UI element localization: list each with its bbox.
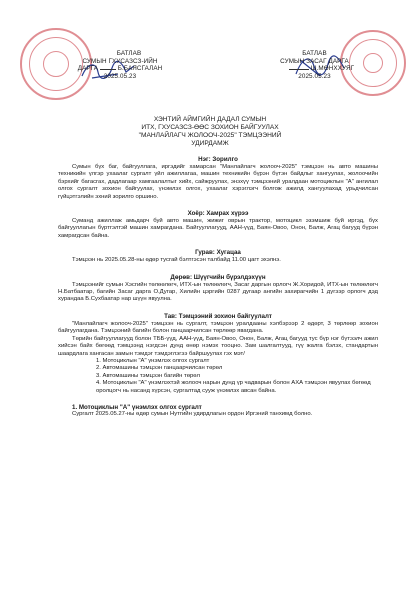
document-title bbox=[40, 116, 380, 148]
approval-date: 2025.05.23 bbox=[103, 72, 137, 80]
section-title: Хоёр: Хамрах хүрээ bbox=[187, 210, 249, 218]
section-title: Дөрөв: Шүүгчийн бүрэлдэхүүн bbox=[170, 273, 266, 281]
approval-line1: СУМЫН ЗАСАГ ДАРГА bbox=[280, 57, 349, 65]
approval-line1: СУМЫН ГХУСАЗСЗ-ИЙН bbox=[82, 57, 158, 65]
title-line: УДИРДАМЖ bbox=[191, 140, 229, 147]
list-item: 1. Мотоциклын "А" үнэмлэх олгох сургалт bbox=[96, 357, 210, 364]
approval-line2 bbox=[60, 65, 180, 73]
subsection-paragraph: Сургалт 2025.05.27-ны өдөр сумын Нутгийн удирдлагын ордон Иргэний танхимд болно. bbox=[72, 411, 313, 418]
section-title: Гурав: Хугацаа bbox=[195, 249, 241, 257]
section-paragraph: Төрийн байгууллагууд болон ТББ-үүд, ААН-үүд, Баян-Овоо, Онон, Балж, Агац багууд тус бүр нэг бүтээлч ажил хийсэн байх бөгөөд тэмцээнд нэгдсэн дунд өнөр нэмэх тооцно. Зам шалгалтууд, гүү жалга бэлэх, стандартын шаардлага хангасан замын тэмдэг тэмдэглэгээ байршуулах гэх мэт/ bbox=[58, 335, 378, 357]
approval-name: Б.БАЯСГАЛАН bbox=[117, 65, 163, 73]
section-paragraph: Тэмцээнийг сумын Хэсгийн төлөөлөгч, ИТХ-ын төлөөлөгч, Засаг даргын орлогч Ж.Хоридой, ИТХ-ын төлөөлөгч Н.Батбаатар, багийн Засаг дарга О.Дугар, Хилийн цэргийн 0287 дугаар ангийн захирагчийн 1 дүгээр орлогч дэд хурандаа Б.Сухбаатар нар шүүн явуулна. bbox=[58, 281, 378, 303]
section-title: Нэг: Зорилго bbox=[198, 156, 238, 163]
list-item: 2. Автомашины тэмцээн ганцаарчилсан төрөл bbox=[96, 365, 223, 372]
section-goal bbox=[58, 156, 378, 201]
approval-label: БАТЛАВ bbox=[116, 50, 142, 57]
section-paragraph: "Манлайлагч жолооч-2025" тэмцээн нь сургалт, тэмцээн уралдааны хэлбэрээр 2 өдөрт, 3 төрлөөр зохион байгуулагдана. Тэмцээний багийн болон ганцаарчилсан төрлөөр явагдана. bbox=[58, 320, 378, 335]
subsection-heading: 1. Мотоциклын "А" үнэмлэх олгох сургалт bbox=[72, 403, 202, 411]
approval-date: 2025.05.23 bbox=[298, 72, 331, 80]
category-list bbox=[58, 358, 378, 395]
list-item: 3. Автомашины тэмцээн багийн төрөл bbox=[96, 372, 200, 379]
title-line: ИТХ, ГХУСАЗСЗ-ӨӨС ЗОХИОН БАЙГУУЛАХ bbox=[141, 124, 279, 131]
title-line: ХЭНТИЙ АЙМГИЙН ДАДАЛ СУМЫН bbox=[153, 116, 267, 123]
section-paragraph: Суманд ажиллаж амьдарч буй авто машин, жижиг оврын трактор, мотоцикл эзэмшиж буй иргэд, бүх байгууллагын бүртгэлтэй машин хамрагдана. Байгууллагууд, ААН-үүд, Баян-Овоо, Онон, Балж, Агац багууд бүрэн хамрагдсан байна. bbox=[58, 218, 378, 239]
section-title: Тав: Тэмцээний зохион байгуулалт bbox=[164, 312, 272, 320]
list-item: 4. Мотоциклын "А" үнэмлэхтэй жолооч нарын дунд үр чадварын болон АХА тэмцээн явуулах бөгөөд оролцогч нь насанд хүрсэн, сургалтад сууж үнэмлэх авсан байна. bbox=[96, 380, 371, 394]
subsection-moto-training bbox=[58, 404, 378, 419]
approval-name: Ш.МӨНХХУЯГ bbox=[310, 65, 355, 73]
section-scope bbox=[58, 210, 378, 240]
section-timing bbox=[58, 249, 378, 264]
section-paragraph: Сумын бүх баг, байгууллага, иргэдийг хамарсан "Манлайлагч жолооч-2025" тэмцээн нь авто машины техникийн үлгэр ухаалаг сургалт үйл ажиллагаа, машин техникийн бүрэн бүтэн байдлыг хангуулах, жолоочийн бэрхийг багасгах, дадлагаар хамгаалалтыг хийх, сайжруулах, энэхүү тэмцээний уралдаан мотоциклын "А" ангилал олгох сургалт зохион байгуулах, үнэмлэх олгох, ухаалаг хэрэглэгч болгож ажилд хангуулахад урьдчилсан гүйцэтгэлийн эхний зорилго оршино. bbox=[58, 164, 378, 200]
approval-label: БАТЛАВ bbox=[302, 50, 327, 57]
approval-block-right bbox=[252, 50, 377, 80]
approval-line2 bbox=[252, 65, 377, 73]
approval-role: ДАРГА bbox=[77, 65, 99, 73]
section-judges bbox=[58, 274, 378, 304]
approval-block-left bbox=[60, 50, 180, 80]
document-body bbox=[58, 156, 378, 419]
section-organization bbox=[58, 313, 378, 395]
title-line: "МАНЛАЙЛАГЧ ЖОЛООЧ-2025" ТЭМЦЭЭНИЙ bbox=[138, 132, 282, 139]
section-paragraph: Тэмцээн нь 2025.05.28-ны өдөр тусгай бэлтгэсэн талбайд 11.00 цагт эхэлнэ. bbox=[72, 257, 281, 264]
